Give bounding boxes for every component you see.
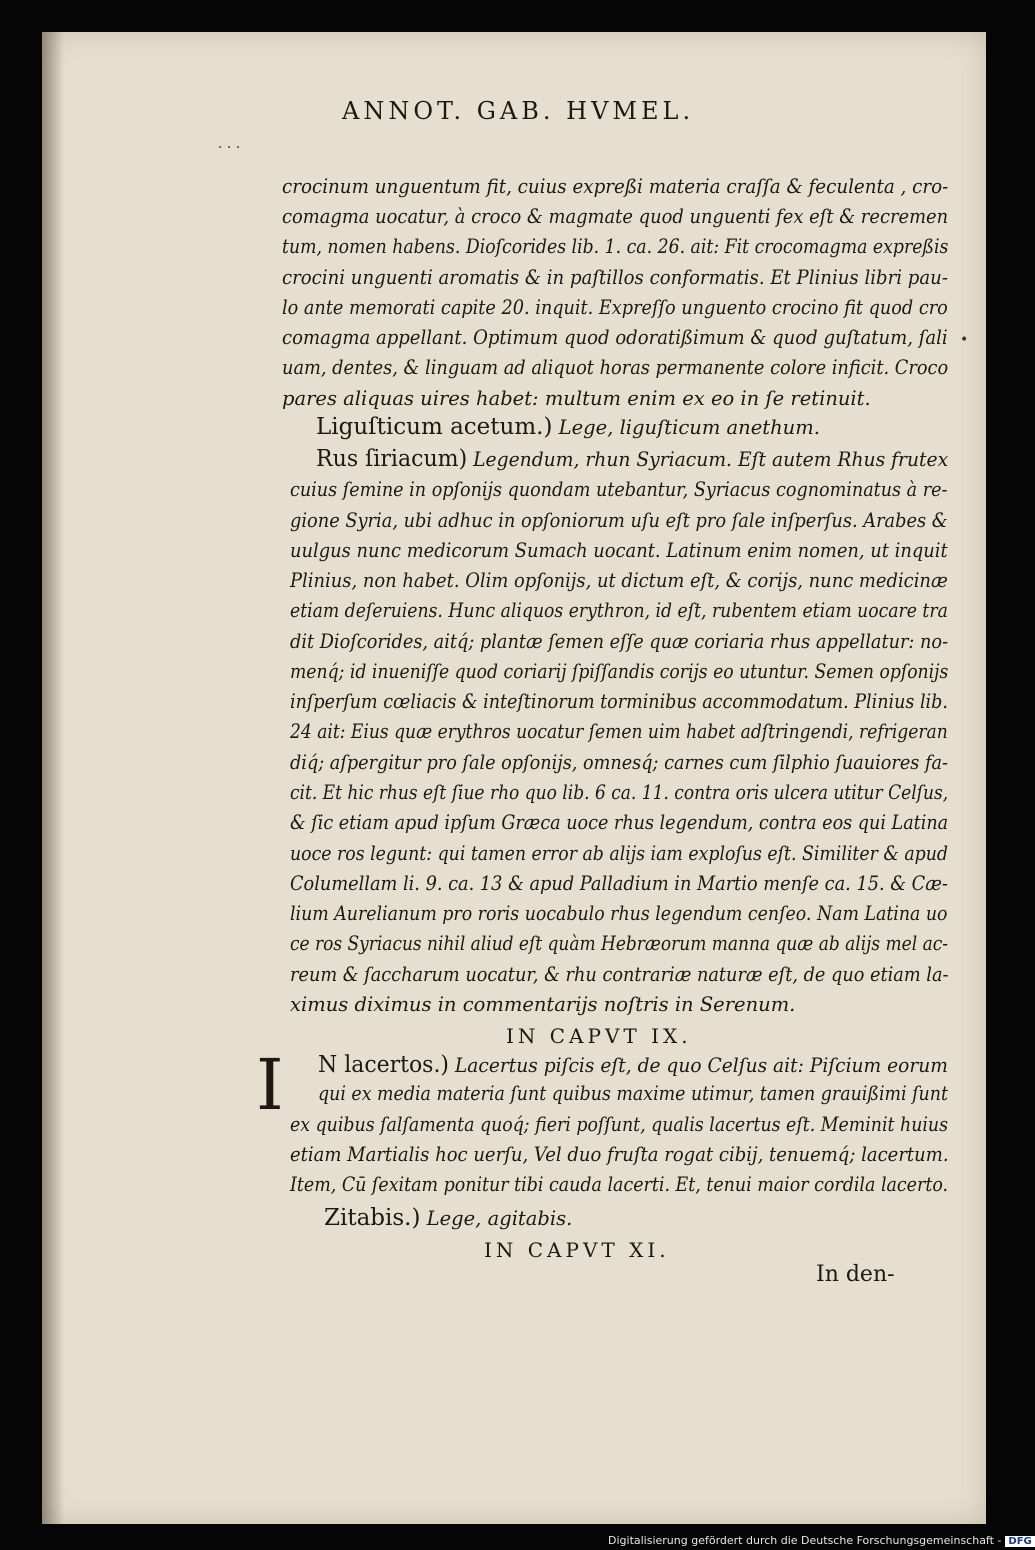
lemma-rus [316, 446, 948, 472]
lemma-head: Rus ſiriacum) [316, 446, 468, 472]
text-line: cuius ſemine in opſonijs quondam utebantur, Syriacus cognominatus à re- [290, 478, 948, 501]
text-line: Plinius, non habet. Olim opſonijs, ut dictum eſt, & corijs, nunc medicinæ [290, 569, 948, 592]
text-line: 24 ait: Eius quæ erythros uocatur ſemen uim habet adſtringendi, refrigeran [290, 720, 948, 743]
text-line: comagma uocatur, à croco & magmate quod unguenti fex eſt & recremen [282, 205, 949, 228]
text-line: uam, dentes, & linguam ad aliquot horas permanente colore inficit. Croco [282, 356, 949, 379]
lemma-zitabis [324, 1205, 572, 1231]
text-line: ximus diximus in commentarijs noſtris in Serenum. [290, 993, 796, 1016]
catchword: In den- [816, 1262, 895, 1287]
lemma-lacertos [318, 1052, 948, 1078]
text-line: & ſic etiam apud ipſum Græca uoce rhus legendum, contra eos qui Latina [290, 811, 949, 834]
text-line: ex quibus ſalſamenta quoq́; fieri poſſunt, qualis lacertus eſt. Meminit huius [290, 1113, 949, 1136]
text-line: ce ros Syriacus nihil aliud eſt quàm Hebræorum manna quæ ab alijs mel ac- [290, 932, 948, 955]
text-line: Columellam li. 9. ca. 13 & apud Palladium in Martio menſe ca. 15. & Cæ- [290, 872, 948, 895]
text-line: qui ex media materia ſunt quibus maxime utimur, tamen grauißimi ſunt [318, 1082, 948, 1105]
text-line: pares aliquas uires habet: multum enim ex eo in ſe retinuit. [282, 387, 871, 410]
text-line: Item, Cū ſexitam ponitur tibi cauda lacerti. Et, tenui maior cordila lacerto. [290, 1173, 949, 1196]
text-line: tum, nomen habens. Dioſcorides lib. 1. ca. 26. ait: Fit crocomagma expreßis [282, 235, 949, 258]
text-line: lium Aurelianum pro roris uocabulo rhus legendum cenſeo. Nam Latina uo [290, 902, 948, 925]
lemma-head: Zitabis.) [324, 1205, 421, 1231]
digitization-footer [608, 1534, 1035, 1547]
text-line: comagma appellant. Optimum quod odoratißimum & quod guſtatum, ſali [282, 326, 948, 349]
section-heading: IN CAPVT XI. [484, 1238, 670, 1262]
text-line: crocinum unguentum fit, cuius expreßi materia craſſa & feculenta , cro- [282, 175, 949, 198]
text-line: gione Syria, ubi adhuc in opſoniorum uſu eſt pro ſale inſperſus. Arabes & [290, 509, 948, 532]
drop-capital: I [256, 1044, 284, 1126]
text-line: dit Dioſcorides, aitq́; plantæ ſemen eſſe quæ coriaria rhus appellatur: no- [290, 630, 949, 653]
lemma-ligusticum [316, 414, 820, 440]
footer-text: Digitalisierung gefördert durch die Deutsche Forschungsgemeinschaft - [608, 1534, 1002, 1547]
lemma-head: Liguſticum acetum.) [316, 414, 553, 440]
lemma-text: Lege, liguſticum anethum. [558, 416, 820, 439]
text-line: menq́; id inueniſſe quod coriarij ſpiſſandis corijs eo utuntur. Semen opſonijs [290, 660, 949, 683]
text-line: lo ante memorati capite 20. inquit. Expreſſo unguento crocino fit quod cro [282, 296, 948, 319]
lemma-text: Legendum, rhun Syriacum. Eſt autem Rhus frutex [473, 448, 949, 471]
lemma-text: Lege, agitabis. [426, 1207, 573, 1230]
text-line: etiam deſeruiens. Hunc aliquos erythron, id eſt, rubentem etiam uocare tra [290, 599, 948, 622]
header-ornament: · · · [218, 140, 241, 156]
text-line: diq́; aſpergitur pro ſale opſonijs, omnesq́; carnes cum ſilphio ſuauiores fa- [290, 751, 948, 774]
text-line: uoce ros legunt: qui tamen error ab alijs iam exploſus eſt. Similiter & apud [290, 842, 948, 865]
margin-mark: • [960, 332, 969, 348]
running-header: ANNOT. GAB. HVMEL. [342, 97, 695, 125]
lemma-head: N lacertos.) [318, 1052, 449, 1078]
lemma-text: Lacertus piſcis eſt, de quo Celſus ait: Piſcium eorum [454, 1054, 948, 1077]
text-line: reum & ſaccharum uocatur, & rhu contrariæ naturæ eſt, de quo etiam la- [290, 963, 949, 986]
text-line: crocini unguenti aromatis & in paſtillos conformatis. Et Plinius libri pau- [282, 266, 948, 289]
text-line: etiam Martialis hoc uerſu, Vel duo fruſta rogat cibij, tenuemq́; lacertum. [290, 1143, 949, 1166]
text-line: inſperſum cœliacis & inteſtinorum torminibus accommodatum. Plinius lib. [290, 690, 948, 713]
text-line: uulgus nunc medicorum Sumach uocant. Latinum enim nomen, ut inquit [290, 539, 948, 562]
text-line: cit. Et hic rhus eſt ſiue rho quo lib. 6 ca. 11. contra oris ulcera utitur Celſus, [290, 781, 949, 804]
section-heading: IN CAPVT IX. [506, 1024, 692, 1048]
page-gutter-shadow [42, 32, 64, 1524]
dfg-logo: DFG [1005, 1536, 1034, 1547]
